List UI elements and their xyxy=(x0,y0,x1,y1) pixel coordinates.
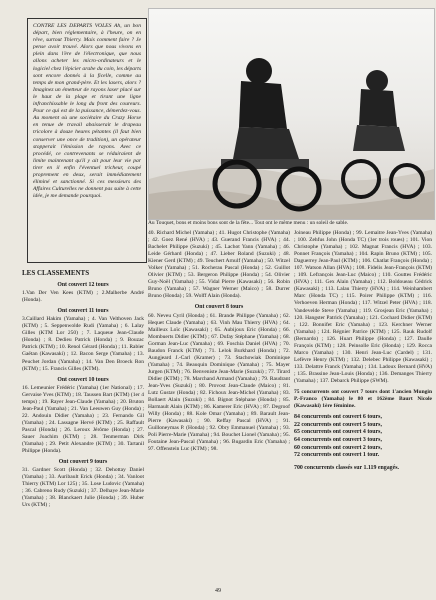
motocross-photo xyxy=(149,9,434,219)
col2-text: 40. Richard Michel (Yamaha) ; 41. Hugot Christophe (Yamaha) ; 42. Goez René (HVA) ; 43. Guerand Francis (HVA) ; 44. Bachelet Philippe (Suzuki) ; 45. Lachot Yann (Yamaha) ; 46. Leide Gérhard (Honda) ; 47. Lieber Roland (Suzuki) ; 48. Kiener Gerd (KTM) ; 49. Teuchert Arnulf (Yamaha) ; 50. Witzel Volker (Yamaha) ; 51. Rocherau Pascal (Honda) ; 52. Guillot Olivier (KTM) ; 53. Bergeron Philippe (Honda) ; 54. Olivier Guy-Noël (Yamaha) ; 55. Vidal Pierre (Kawasaki) ; 56. Robin Bruno (Yamaha) ; 57. Wagner Werner (Maico) ; 58. Durrer Bruno (Honda) ; 59. Wolff Alain (Honda). xyxy=(148,230,290,300)
summary-line: 72 concurrents ont couvert 1 tour. xyxy=(294,452,380,459)
sidebar-box xyxy=(27,18,147,263)
page-number: 49 xyxy=(215,588,221,594)
photo-caption: Au Touquet, bons et moins bons sont de la fête... Tout ont le même menu : un soleil de sable. xyxy=(148,220,349,226)
summary-total: 700 concurrents classés sur 1.119 engagés. xyxy=(294,464,399,471)
group-text-12: 1.Van Der Ven Kees (KTM) ; 2.Malherbe André (Honda). xyxy=(22,290,144,304)
section-title: LES CLASSEMENTS xyxy=(22,270,90,277)
col3-text: Joineau Philippe (Honda) ; 99. Lemaitre Jean-Yves (Yamaha) ; 100. Zehfus John (Honda TC) (1er trois roues) ; 101. Vion Christophe (Yamaha) ; 102. Magnat Francis (HVA) ; 103. Ponnet François (Yamaha) ; 104. Rapin Bruno (KTM) ; 105. Daguerrey Jean-Paul (KTM) ; 106. Chatlat François (Honda) ; 107. Watson Allan (HVA) ; 108. Fidelis Jean-François (KTM) ; 109. Lefrançois Jean-Luc (Maico) ; 110. Gouttes Frédéric (HVA) ; 111. Gex Alain (Yamaha) ; 112. Boldoueau Cédrick (Kawasaki) ; 113. Lalau Thierry (HVA) ; 114. Weinhambert Marc (Honda TC) ; 115. Poirer Philippe (KTM) ; 116. Verhoeven Herman (Honda) ; 117. Witzel Peter (HVA) ; 118. Vandevelde Steve (Yamaha) ; 119. Grosjean Eric (Yamaha) ; 120. Hangster Patrick (Yamaha) ; 121. Cochard Didier (KTM) ; 122. Bonnifet Eric (Yamaha) ; 123. Kerchner Werner (Yamaha) ; 124. Régnier Patrice (KTM) ; 125. Rauk Rudolf (Bernardo) ; 126. Huart Philippe (Honda) ; 127. Daulle François (KTM) ; 128. Peinsolle Eric (Honda) ; 129. Rocca Marco (Yamaha) ; 130. Henri Jean-Luc (Cardel) ; 131. Lefèvre Henry (KTM) ; 132. Delebec Philippe (Kawasaki) ; 133. Delattre Franck (Yamaha) ; 134. Ladoux Bernard (HVA) ; 135. Brassine Jean-Louis (Honda) ; 136. Demanges Thierry (Yamaha) ; 137. Debarck Philippe (SWM). xyxy=(294,230,432,384)
summary-line: 64 concurrents ont couvert 3 tours, xyxy=(294,436,382,443)
column-1 xyxy=(22,270,144,590)
col3-extra: 75 concurrents ont couvert 7 tours dont 1'ancien Mungin P.-Franco (Yamaha) le 80 et 162ème Baurt Nicole (Kawasaki) 1ère féminine. xyxy=(294,389,432,410)
column-3 xyxy=(294,230,432,588)
sidebar-box-text: CONTRE LES DEPARTS VOLES Ah, un bon départ, bien réglementaire, à l'heure, on en rêve, surtout Thierry. Mais comment faire ? Je pense avoir trouvé. Alors que nous vivons en plein dans l'ère de l'électronique, que nous allons acheter les micro-ordinateurs et le logiciel chez l'épicier arabe du coin, les départs sont encore donnés à la ficelle, comme au temps de mon grand-père. Et les lasers, alors ? Imaginez un émetteur de rayons laser placé sur le haut de la plage et tirant une ligne infranchissable le long du front des coureurs. Pour ce qui est de la puissance, démerdez-vous. Au moment où une sociétaire du Crazy Horse en tenue de travail abaisserait le drapeau tricolore à douze heures pétantes (il faut bien conserver une once de tradition), un opérateur stopperait l'émission de rayons. Avec ce procédé, ce contrevenants se réduiraient de limite maintenant qu'il y ait pour leur vie par tirer en il enfin l'éventuel tricheur, coupé proprement en deux, serait immédiatement éliminé et sanctionné. Si ces messieurs des Affaires Culturelles ne donnent pas suite à cette idée, je me demande pourquoi. xyxy=(33,23,141,200)
race-photo xyxy=(148,8,435,220)
summary-list xyxy=(294,414,432,472)
group-text-8: 60. Neveu Cyril (Honda) ; 61. Brande Philippe (Yamaha) ; 62. Hequet Claude (Yamaha) ; 63. Vinh Mau Thierry (HVA) ; 64. Mailleux Loïc (Kawasaki) ; 65. Aubijoux Eric (Honda) ; 66. Mombuerts Didier (KTM) ; 67. Dufay Stéphane (Yamaha) ; 68. Gorman Jean-Luc (Yamaha) ; 69. Foschia Daniel (HVA) ; 70. Baudon Franck (KTM) ; 71. Lelok Burkhard (Honda) ; 72. Aungjeard J.-Carl (Kramer) ; 73. Stachowiak Dominique (Yamaha) ; 74. Beauquin Dominique (Yamaha) ; 75. Mayer Jurgen (KTM) ; 76. Benveniste Jean-Marie (Suzuki) ; 77. Tirard Didier (KTM) ; 78. Marchand Armand (Yamaha) ; 79. Raudrant Jean-Yves (Suzuki) ; 80. Provost Jean-Claude (Maico) ; 81. Lutz Gustav (Honda) ; 82. Fichoux Jean-Michel (Yamaha) ; 83. Bollaert Alain (Suzuki) ; 84. Bignot Stéphane (Honda) ; 85. Harmault Alain (KTM) ; 86. Kamerer Eric (HVA) ; 87. Degroof Willy (Honda) ; 88. Kole Omar (Yamaha) ; 89. Barault Jean-Pierre (Kawasaki) ; 90. Reffay Pascal (HVA) ; 91. Guilloneymas P. (Honda) ; 92. Obry Emmanuel (Yamaha) ; 93. Poli Pierre-Marie (Yamaha) ; 94. Bouchet Lionel (Yamaha) ; 95. Foutaine Jean-Pascal (Yamaha) ; 96. Bugardin Eric (Yamaha) ; 97. Offenstein Luc (KTM) ; 98. xyxy=(148,312,290,453)
summary-line: 65 concurrents ont couvert 4 tours, xyxy=(294,429,382,436)
summary-line: 84 concurrents ont couvert 6 tours, xyxy=(294,414,382,421)
summary-line: 22 concurrents ont couvert 5 tours, xyxy=(294,421,382,428)
group-title-9: Ont couvert 9 tours xyxy=(58,459,108,466)
group-title-8: Ont couvert 8 tours xyxy=(194,304,244,311)
group-title-11: Ont couvert 11 tours xyxy=(57,308,109,315)
group-text-11: 3.Caillard Hakim (Yamaha) ; 4. Van Velthoven Jack (KTM) ; 5. Seppenwolde Rudi (Yamaha) ; 6. Lalay Gilles (KTM Lor 250) ; 7. Laqueue Jean-Claude (Honda) ; 8. Dedieu Patrick (Honda) ; 9. Bouzac Patrick (KTM) ; 10. Renol Gérard (Honda) ; 11. Rabier Gaëtan (Kawasaki) ; 12. Bacon Serge (Yamaha) ; 13. Peuchet Jordan (Yamaha) ; 14. Van Den Broeck Ron (KTM) ; 15. Francis Gilles (KTM). xyxy=(22,316,144,372)
group-text-9: 31. Gardner Scott (Honda) ; 32. Dehottay Daniel (Yamaha) ; 33. Auribault Erick (Honda) ; 34. Vanloot Thierry (KTM) Lor 125) ; 35. Lose Ludovic (Yamaha) ; 36. Cabreno Rudy (Suzuki) ; 37. Delhaye Jean-Marie (Yamaha) ; 38. Blanckaert Julie (Honda) ; 39. Huber Urs (KTM) ; xyxy=(22,467,144,509)
column-2 xyxy=(148,230,290,588)
group-text-10: 16. Lemeunier Frédéric (Yamaha) (1er National) ; 17. Gervaise Yves (KTM) ; 18. Taussen Bart (KTM) (1er 4 temps) ; 19. Rayer Jean-Claude (Yamaha) ; 20. Bruton Jean-Paul (Yamaha) ; 21. Van Leeuwen Guy (Honda) ; 22. Andouin Didier (Yamaha) ; 23. Fernando Gil (Yamaha) ; 24. Lassagne Hervé (KTM) ; 25. Raffault Pascal (Honda) ; 26. Leroux Jérôme (Honda) ; 27. Sauer Joachim (KTM) ; 28. Tenmerman Dirk (Yamaha) ; 29. Petit Alexandre (KTM) ; 30. Tartanil Philippe (Honda). xyxy=(22,384,144,455)
group-title-12: Ont couvert 12 tours xyxy=(57,282,109,289)
summary-line: 60 concurrents ont couvert 2 tours, xyxy=(294,444,382,451)
group-title-10: Ont couvert 10 tours xyxy=(57,376,109,383)
